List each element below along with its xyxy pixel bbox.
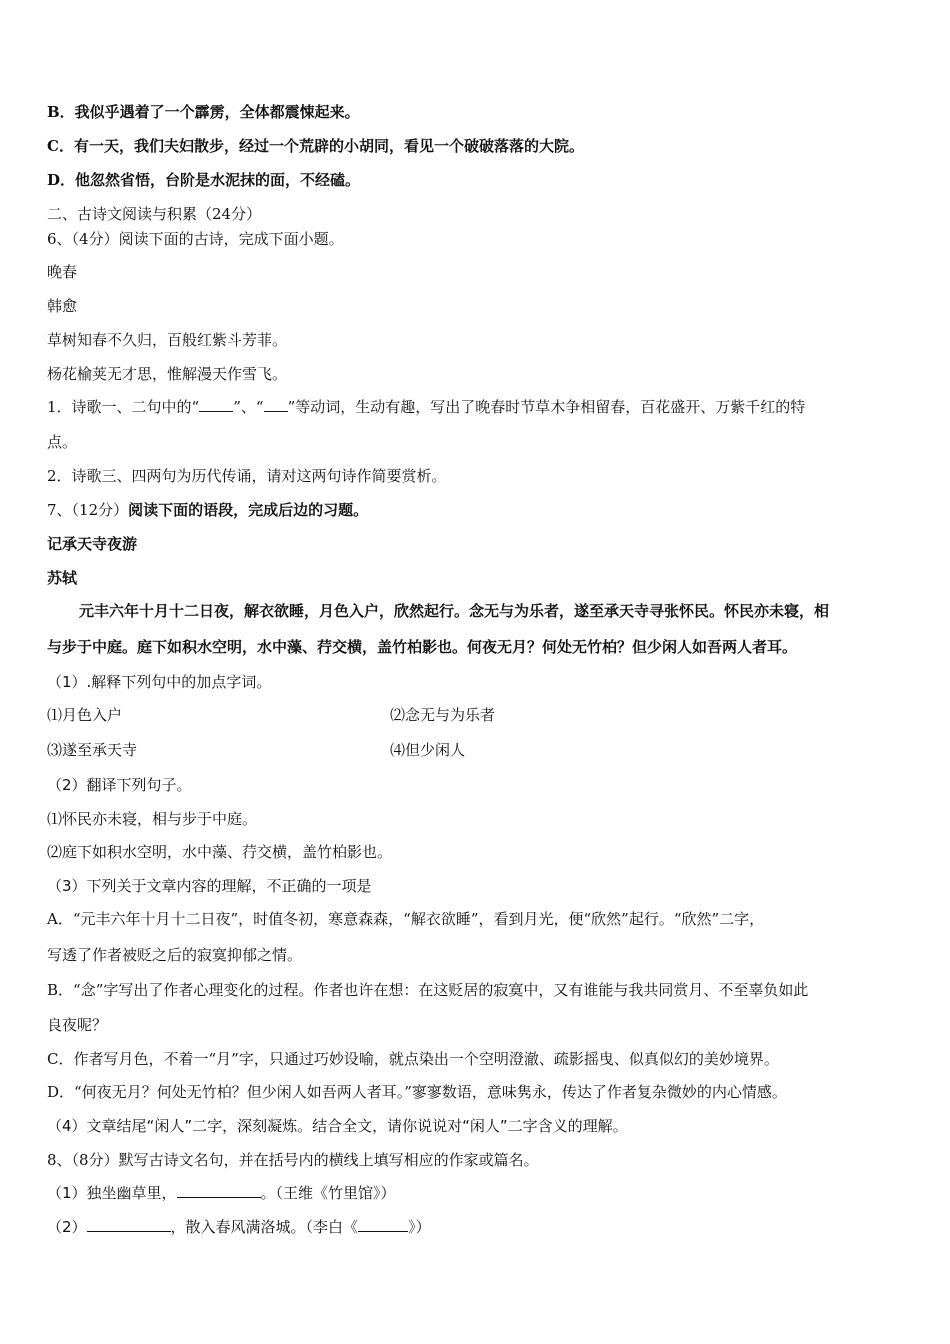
text-title: 记承天寺夜游 xyxy=(47,535,138,553)
choice-c: C．作者写月色，不着一“月”字，只通过巧妙设喻，就点染出一个空明澄澈、疏影摇曳、似真似幻的美妙境界。 xyxy=(47,1050,779,1068)
text-author: 苏轼 xyxy=(47,569,78,587)
option-c: C．有一天，我们夫妇散步，经过一个荒辟的小胡同，看见一个破破落落的大院。 xyxy=(47,137,584,155)
q6-stem: 6、（4分）阅读下面的古诗，完成下面小题。 xyxy=(47,230,344,248)
q7-instruction: 阅读下面的语段，完成后边的习题。 xyxy=(128,501,369,519)
q7-sub1: （1）.解释下列句中的加点字词。 xyxy=(47,673,272,691)
option-d: D．他忽然省悟，台阶是水泥抹的面，不经磕。 xyxy=(47,171,361,189)
section-heading: 二、古诗文阅读与积累（24分） xyxy=(47,205,262,223)
q8-line-2 xyxy=(47,1217,906,1237)
sentence-2: ⑵庭下如积水空明，水中藻、荇交横，盖竹柏影也。 xyxy=(47,843,393,861)
word-3: ⑶遂至承天寺 xyxy=(47,741,138,759)
q6-sub1-part-b: ”、“ xyxy=(233,398,264,416)
word-2: ⑵念无与为乐者 xyxy=(390,706,496,724)
choice-b-line-2: 良夜呢？ xyxy=(47,1016,108,1034)
q7-score: 7、（12分） xyxy=(47,501,129,519)
q8-score: 8、（8分） xyxy=(47,1151,119,1169)
sentence-1: ⑴怀民亦未寝，相与步于中庭。 xyxy=(47,810,258,828)
choice-a-line-1: A．“元丰六年十月十二日夜”，时值冬初，寒意森森，“解衣欲睡”，看到月光，便“欣然”起行。“欣然”二字， xyxy=(47,910,765,928)
q8-l2-part-b: ，散入春风满洛城。（李白《 xyxy=(170,1218,359,1236)
q8-l2-part-a: （2） xyxy=(47,1218,87,1236)
poem-line-1: 草树知春不久归，百般红紫斗芳菲。 xyxy=(47,331,288,349)
q8-l1-part-a: （1）独坐幽草里， xyxy=(47,1184,177,1202)
q6-sub1-cont: 点。 xyxy=(47,433,78,451)
poem-line-2: 杨花榆荚无才思，惟解漫天作雪飞。 xyxy=(47,365,288,383)
q7-sub4: （4）文章结尾“闲人”二字，深刻凝炼。结合全文，请你说说对“闲人”二字含义的理解。 xyxy=(47,1117,628,1135)
choice-b-line-1: B．“念”字写出了作者心理变化的过程。作者也许在想：在这贬居的寂寞中，又有谁能与我共同赏月、不至辜负如此 xyxy=(47,981,809,999)
q6-sub2: 2．诗歌三、四两句为历代传诵，请对这两句诗作简要赏析。 xyxy=(47,467,447,485)
answer-blank[interactable] xyxy=(358,1217,408,1232)
choice-d: D．“何夜无月？何处无竹柏？但少闲人如吾两人者耳。”寥寥数语，意味隽永，传达了作者复杂微妙的内心情感。 xyxy=(47,1083,787,1101)
q8-l1-part-b: 。（王维《竹里馆》） xyxy=(260,1184,396,1202)
q6-sub1-part-a: 1．诗歌一、二句中的“ xyxy=(47,398,200,416)
q8-stem xyxy=(47,1150,906,1170)
q6-sub1-part-c: ”等动词，生动有趣，写出了晚春时节草木争相留春，百花盛开、万紫千红的特 xyxy=(287,398,806,416)
answer-blank[interactable] xyxy=(87,1217,171,1232)
q7-stem xyxy=(47,500,906,520)
answer-blank[interactable] xyxy=(264,397,288,412)
choice-a-line-2: 写透了作者被贬之后的寂寞抑郁之情。 xyxy=(47,946,303,964)
text-para-line-2: 与步于中庭。庭下如积水空明，水中藻、荇交横，盖竹柏影也。何夜无月？何处无竹柏？但少闲人如吾两人者耳。 xyxy=(47,638,798,656)
q8-l2-part-c: 》） xyxy=(408,1218,431,1236)
poem-title: 晚春 xyxy=(47,263,78,281)
q7-sub2: （2）翻译下列句子。 xyxy=(47,776,192,794)
q8-line-1 xyxy=(47,1183,906,1203)
option-b: B．我似乎遇着了一个霹雳，全体都震悚起来。 xyxy=(47,103,360,121)
q8-instruction: 默写古诗文名句，并在括号内的横线上填写相应的作家或篇名。 xyxy=(118,1151,539,1169)
text-para-line-1: 元丰六年十月十二日夜，解衣欲睡，月色入户，欣然起行。念无与为乐者，遂至承天寺寻张怀民。怀民亦未寝，相 xyxy=(79,602,830,620)
word-1: ⑴月色入户 xyxy=(47,706,123,724)
poem-author: 韩愈 xyxy=(47,297,78,315)
answer-blank[interactable] xyxy=(177,1183,261,1198)
q7-sub3: （3）下列关于文章内容的理解，不正确的一项是 xyxy=(47,877,372,895)
word-4: ⑷但少闲人 xyxy=(390,741,466,759)
q6-sub1 xyxy=(47,397,906,417)
answer-blank[interactable] xyxy=(199,397,233,412)
